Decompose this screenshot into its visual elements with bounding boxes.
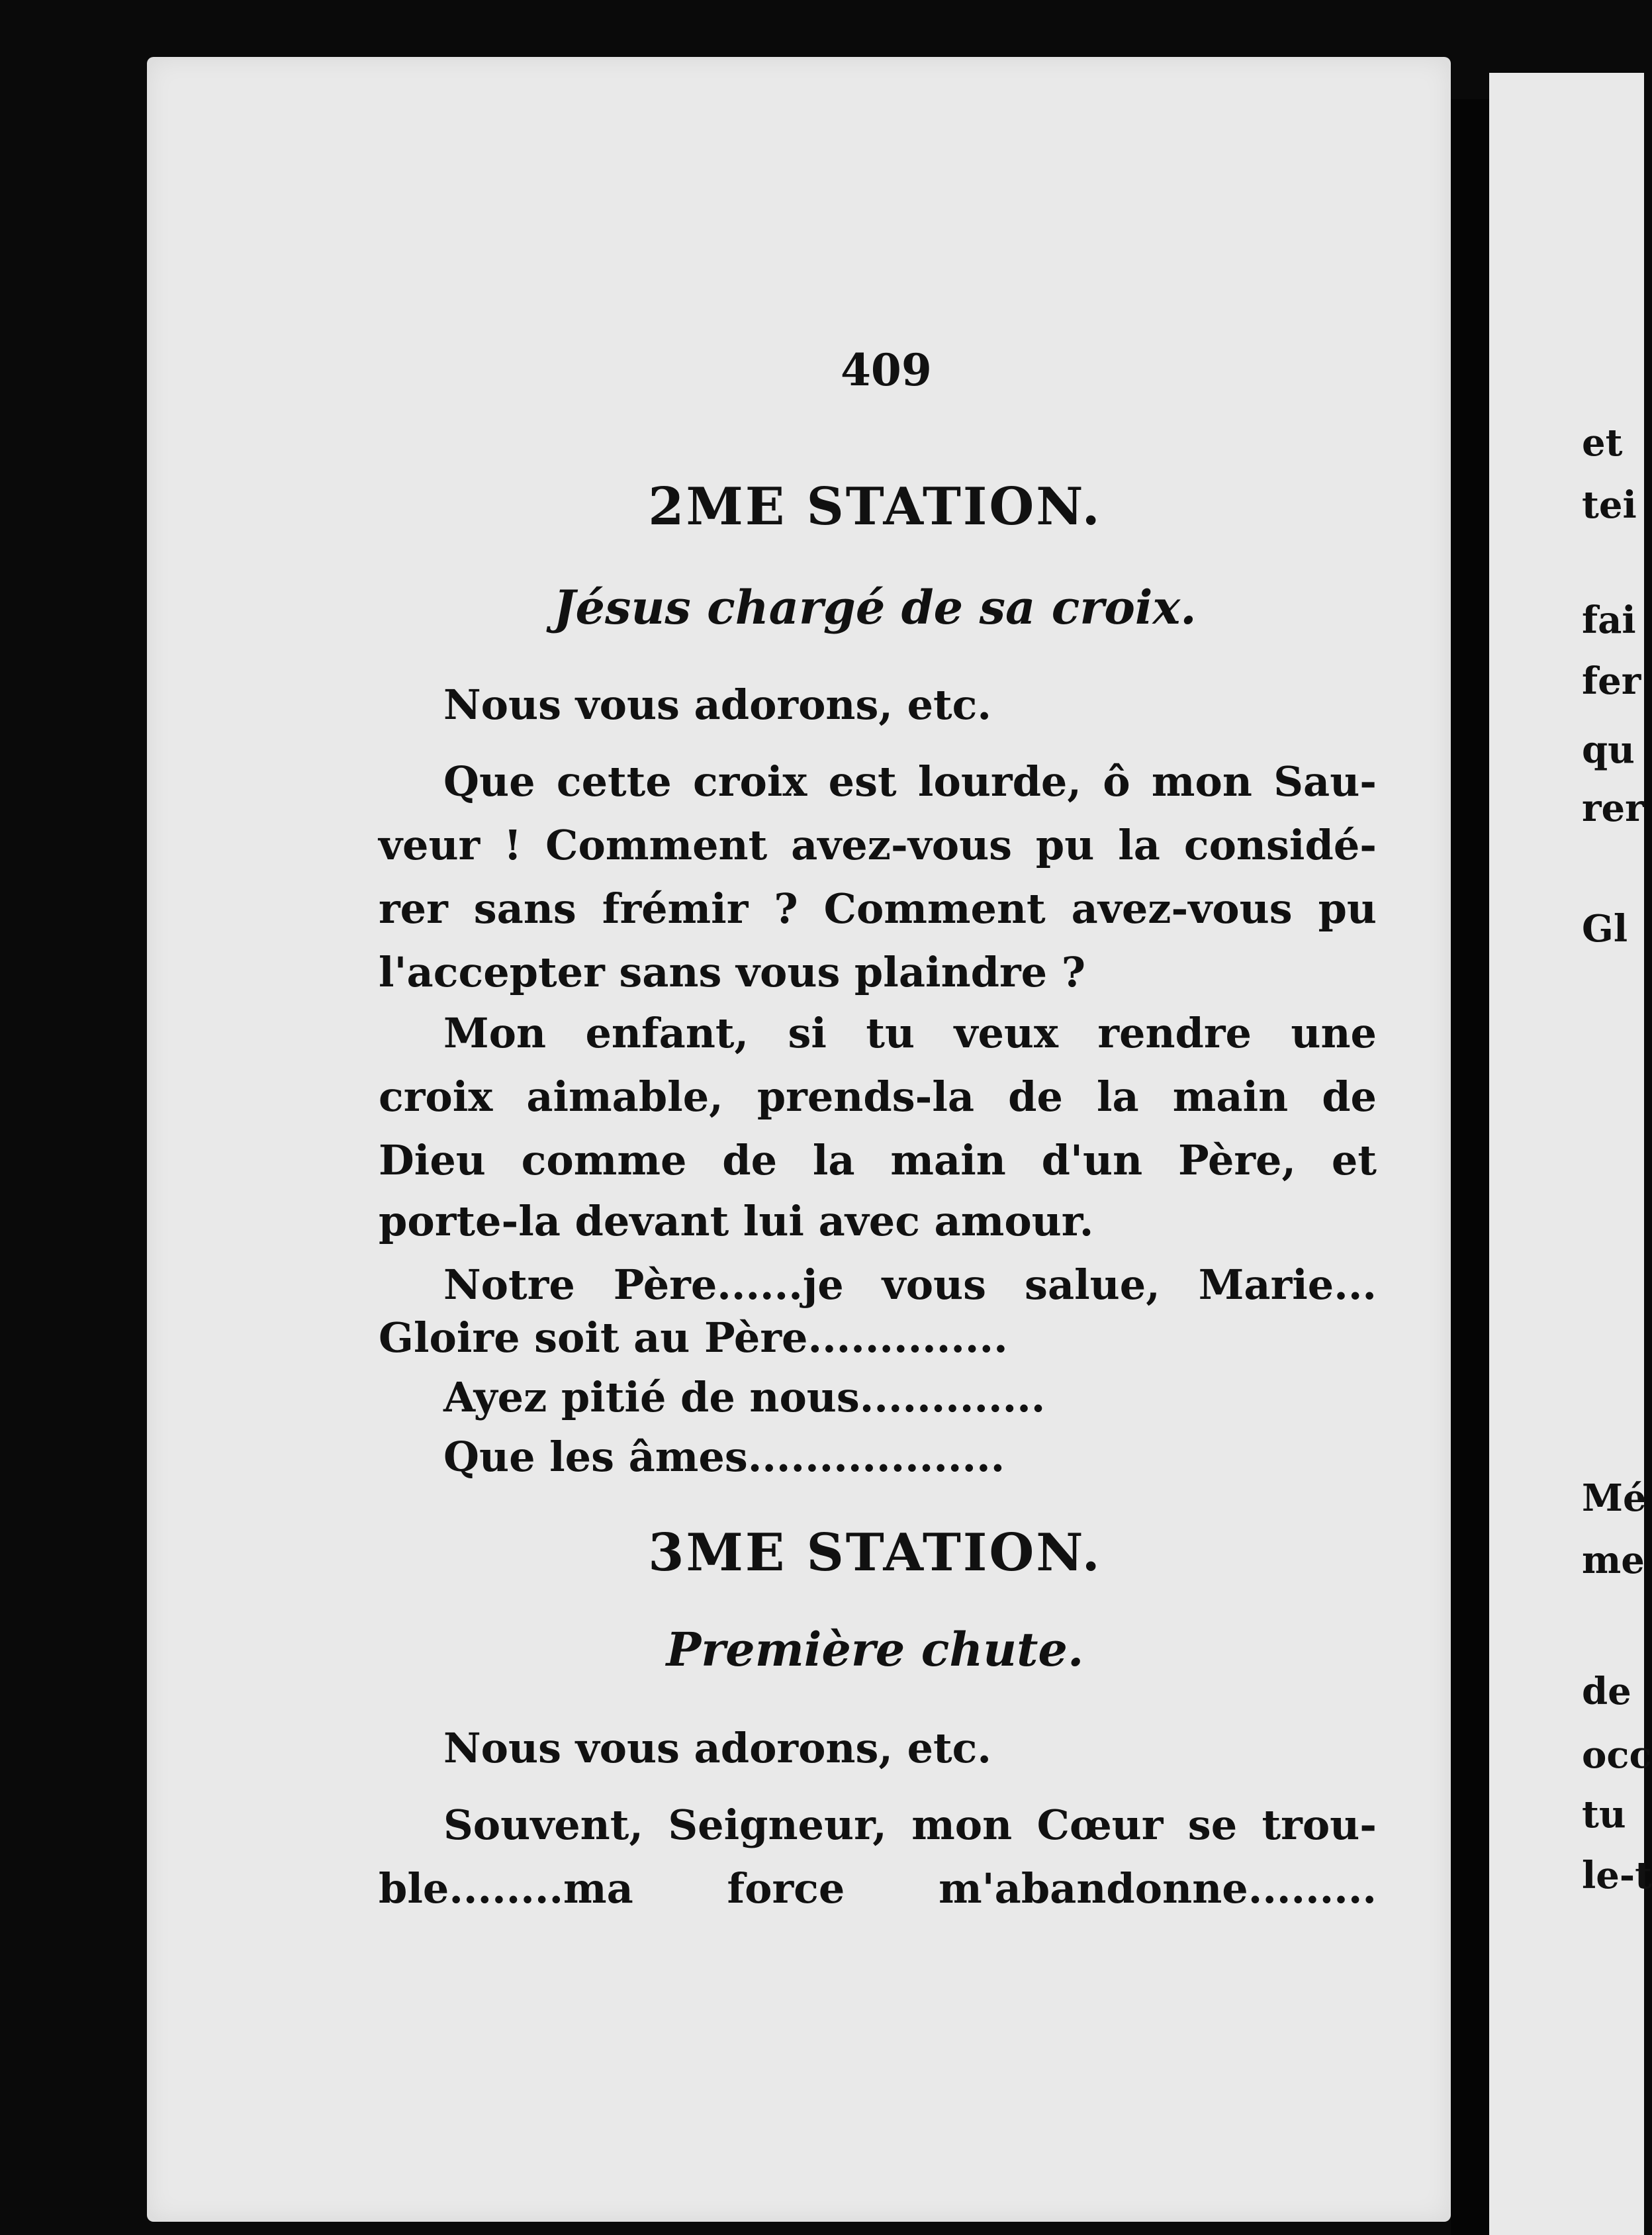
text-line: Nous vous adorons, etc. [443, 1724, 992, 1772]
text-line: Notre Père......je vous salue, Marie... [443, 1260, 1377, 1309]
facing-fragment: et [1582, 421, 1623, 465]
facing-fragment: rer [1582, 786, 1645, 830]
text-line: Gloire soit au Père.............. [379, 1313, 1008, 1362]
facing-fragment: fai [1582, 598, 1636, 642]
facing-page [1489, 73, 1644, 2235]
facing-fragment: occ [1582, 1733, 1652, 1777]
facing-fragment: le-t [1582, 1854, 1652, 1897]
text-line: Que cette croix est lourde, ô mon Sau- [443, 757, 1377, 806]
book-gutter [1451, 99, 1489, 2235]
text-line: Mon enfant, si tu veux rendre une [443, 1009, 1377, 1057]
facing-fragment: Gl [1582, 907, 1628, 951]
page-number: 409 [841, 344, 932, 396]
text-line: Que les âmes.................. [443, 1433, 1005, 1481]
text-line: Dieu comme de la main d'un Père, et [379, 1136, 1377, 1184]
facing-fragment: fer [1582, 659, 1641, 703]
text-line: ble........ma force m'abandonne......... [379, 1864, 1377, 1913]
text-line: l'accepter sans vous plaindre ? [379, 948, 1086, 996]
station-2-subtitle: Jésus chargé de sa croix. [553, 580, 1197, 635]
text-line: Souvent, Seigneur, mon Cœur se trou- [443, 1801, 1377, 1849]
text-line: rer sans frémir ? Comment avez-vous pu [379, 884, 1377, 933]
facing-fragment: qu [1582, 728, 1635, 772]
facing-fragment: tei [1582, 483, 1637, 527]
text-line: Ayez pitié de nous............. [443, 1373, 1046, 1421]
text-line: Nous vous adorons, etc. [443, 681, 992, 729]
facing-fragment: Mé [1582, 1476, 1647, 1520]
facing-fragment: de [1582, 1670, 1631, 1713]
text-line: porte-la devant lui avec amour. [379, 1197, 1094, 1245]
station-3-subtitle: Première chute. [666, 1622, 1084, 1677]
facing-fragment: tu [1582, 1793, 1626, 1836]
facing-fragment: me [1582, 1539, 1645, 1582]
station-3-heading: 3ME STATION. [648, 1523, 1102, 1583]
text-line: croix aimable, prends-la de la main de [379, 1072, 1377, 1121]
station-2-heading: 2ME STATION. [648, 477, 1102, 537]
text-line: veur ! Comment avez-vous pu la considé- [379, 821, 1377, 869]
